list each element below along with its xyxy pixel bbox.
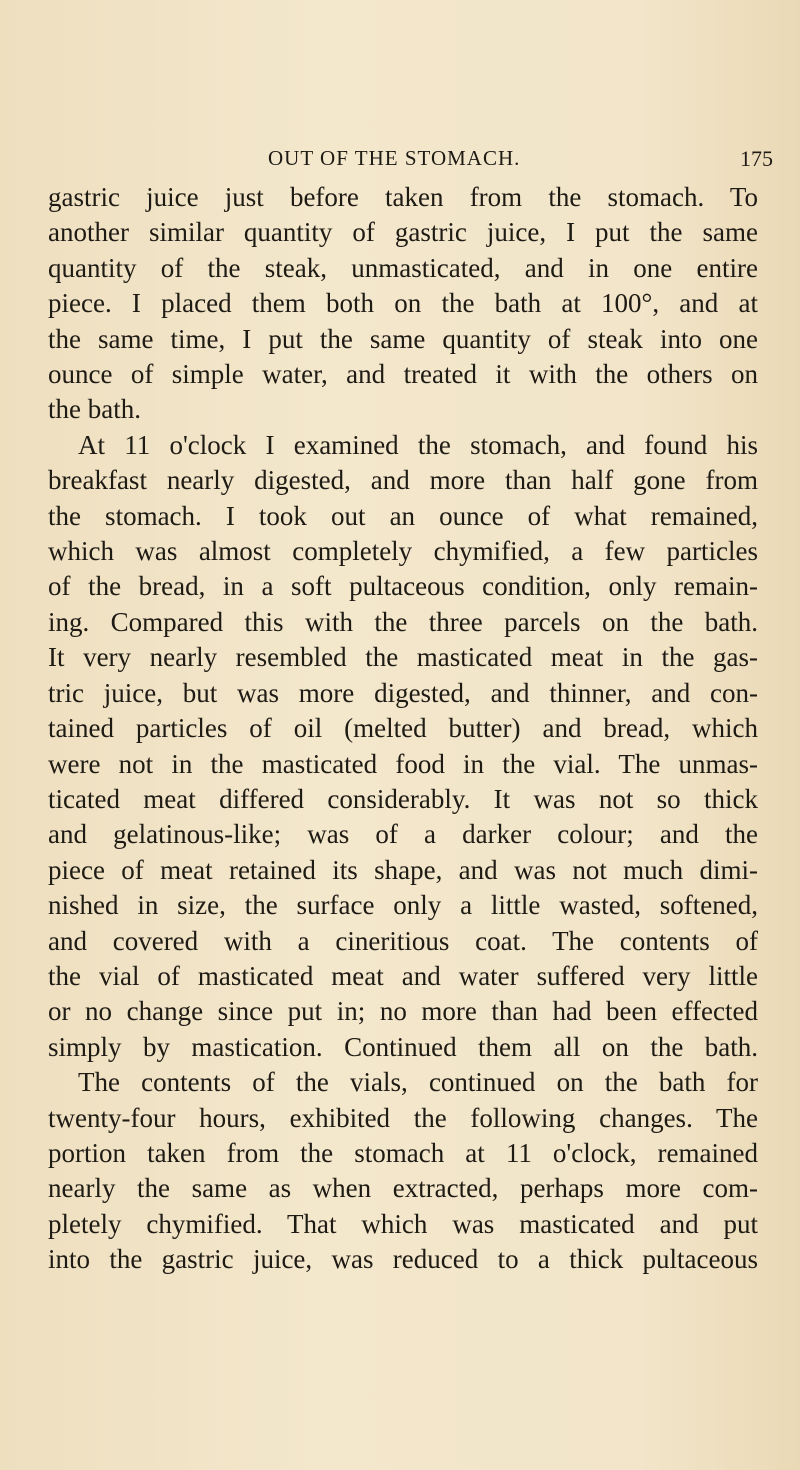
text-line: and gelatinous-like; was of a darker colour; and the (48, 819, 758, 850)
text-line: nearly the same as when extracted, perhaps more com- (48, 1173, 758, 1204)
text-line: ticated meat differed considerably. It was not so thick (48, 783, 758, 814)
text-line: the same time, I put the same quantity of steak into one (48, 323, 758, 354)
text-line: ounce of simple water, and treated it with the others on (48, 359, 758, 390)
text-line: into the gastric juice, was reduced to a thick pultaceous (48, 1244, 758, 1275)
text-line: the vial of masticated meat and water suffered very little (48, 960, 758, 991)
text-line: tric juice, but was more digested, and thinner, and con- (48, 677, 758, 708)
paragraph-start-line: The contents of the vials, continued on the bath for (78, 1067, 758, 1098)
text-line: quantity of the steak, unmasticated, and in one entire (48, 252, 758, 283)
text-line: tained particles of oil (melted butter) and bread, which (48, 713, 758, 744)
text-line: nished in size, the surface only a little wasted, softened, (48, 890, 758, 921)
text-line: portion taken from the stomach at 11 o'clock, remained (48, 1137, 758, 1168)
text-line: piece of meat retained its shape, and was not much dimi- (48, 854, 758, 885)
text-line: the bath. (48, 394, 141, 425)
body-text (48, 180, 758, 1278)
running-title: OUT OF THE STOMACH. (268, 146, 521, 170)
text-line: twenty-four hours, exhibited the following changes. The (48, 1102, 758, 1133)
paragraph-start-line: At 11 o'clock I examined the stomach, and found his (78, 429, 758, 460)
text-line: simply by mastication. Continued them all on the bath. (48, 1031, 758, 1062)
text-line: the stomach. I took out an ounce of what remained, (48, 500, 758, 531)
text-line: of the bread, in a soft pultaceous condition, only remain- (48, 571, 758, 602)
text-line: were not in the masticated food in the vial. The unmas- (48, 748, 758, 779)
text-line: breakfast nearly digested, and more than half gone from (48, 465, 758, 496)
text-line: piece. I placed them both on the bath at 100°, and at (48, 288, 758, 319)
running-head (0, 146, 800, 176)
text-line: It very nearly resembled the masticated meat in the gas- (48, 642, 758, 673)
text-line: which was almost completely chymified, a few particles (48, 536, 758, 567)
text-line: and covered with a cineritious coat. The contents of (48, 925, 758, 956)
text-line: pletely chymified. That which was masticated and put (48, 1208, 758, 1239)
text-line: ing. Compared this with the three parcels on the bath. (48, 606, 758, 637)
text-line: another similar quantity of gastric juice, I put the same (48, 217, 758, 248)
text-line: or no change since put in; no more than had been effected (48, 996, 758, 1027)
page-number: 175 (740, 146, 773, 171)
text-line: gastric juice just before taken from the stomach. To (48, 182, 758, 212)
